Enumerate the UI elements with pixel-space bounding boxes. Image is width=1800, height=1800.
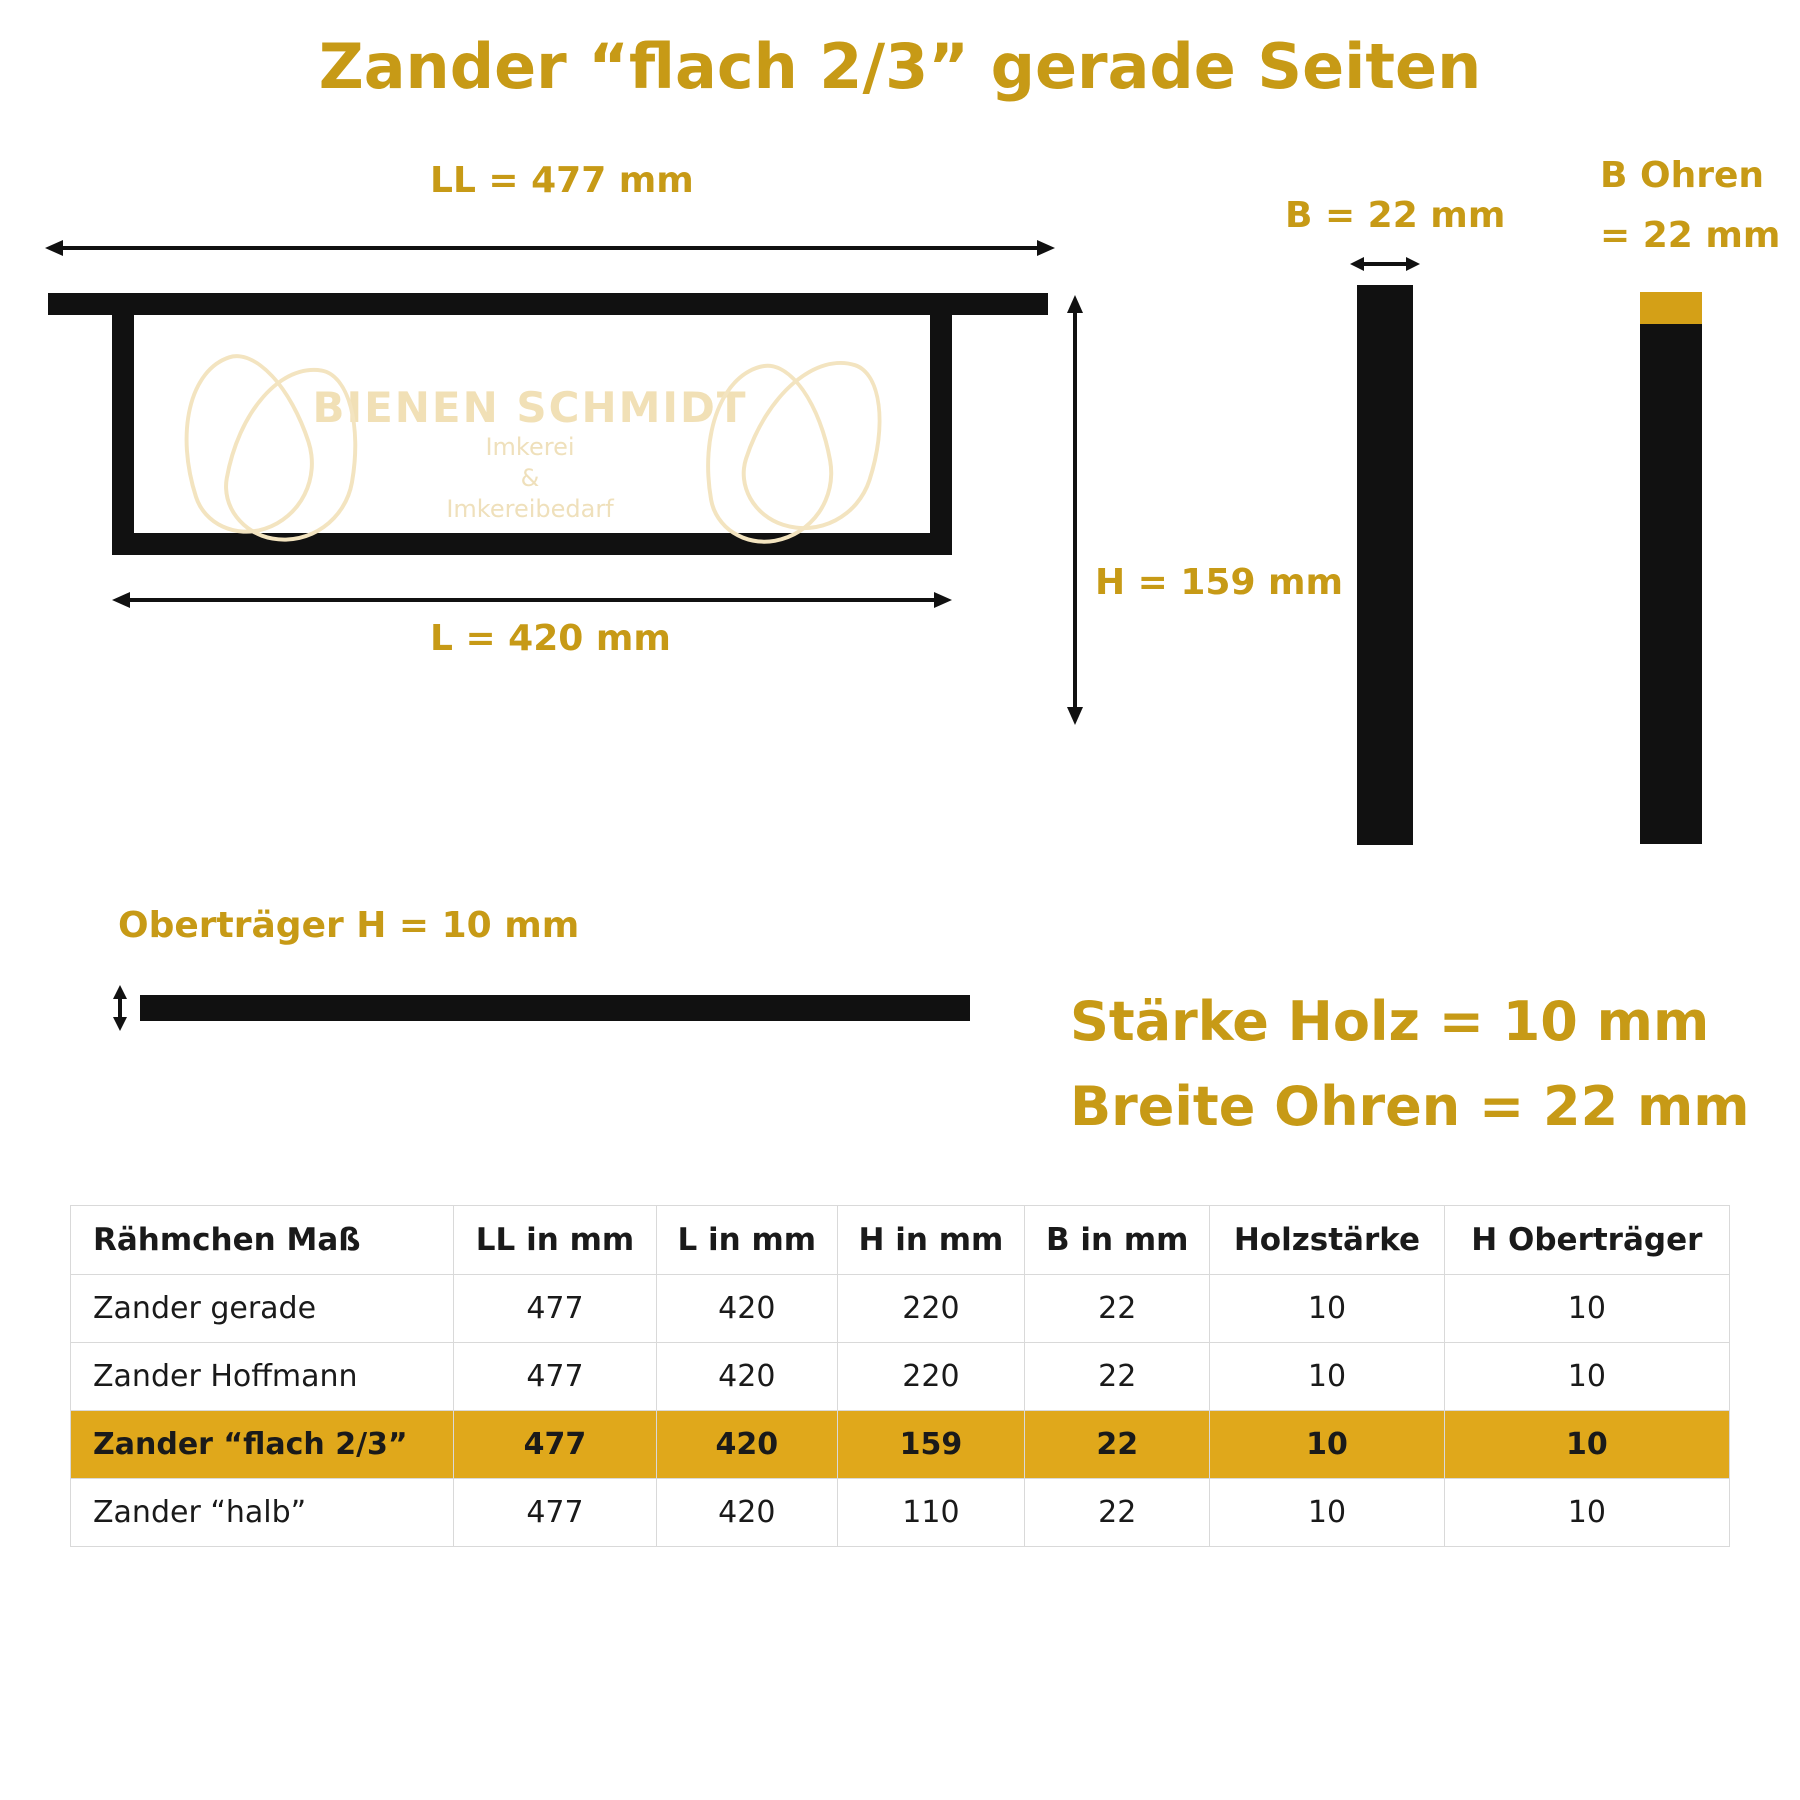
table-cell-3: 220 [837,1343,1025,1411]
table-header-cell-3: H in mm [837,1206,1025,1275]
table-cell-1: 477 [454,1343,657,1411]
table-header-cell-4: B in mm [1025,1206,1210,1275]
frame-top-bar [48,293,1048,315]
dimension-label-ear-line2: = 22 mm [1600,215,1781,256]
table-cell-2: 420 [656,1479,837,1547]
table-cell-0: Zander gerade [71,1275,454,1343]
table-cell-6: 10 [1444,1411,1729,1479]
dimension-label-b: B = 22 mm [1285,195,1506,236]
table-cell-5: 10 [1210,1275,1444,1343]
dimension-arrow-ll-icon [45,238,1055,258]
table-cell-1: 477 [454,1411,657,1479]
measurements-table [70,1205,1730,1547]
dimension-label-l: L = 420 mm [430,618,671,659]
table-cell-4: 22 [1025,1275,1210,1343]
table-cell-0: Zander Hoffmann [71,1343,454,1411]
top-bar-profile [140,995,970,1021]
table-body [71,1275,1730,1547]
table-row [71,1479,1730,1547]
table-cell-6: 10 [1444,1275,1729,1343]
dimension-arrow-topbar-icon [110,985,130,1031]
table-header-row [71,1206,1730,1275]
table-cell-5: 10 [1210,1343,1444,1411]
table-cell-5: 10 [1210,1411,1444,1479]
watermark-line-1: Imkerei [485,433,575,461]
table-cell-3: 110 [837,1479,1025,1547]
note-ear-width: Breite Ohren = 22 mm [1070,1075,1750,1138]
table-header-cell-5: Holzstärke [1210,1206,1444,1275]
table-header-cell-2: L in mm [656,1206,837,1275]
table-cell-6: 10 [1444,1479,1729,1547]
table-row [71,1275,1730,1343]
front-view-diagram [0,150,1344,710]
table-cell-4: 22 [1025,1479,1210,1547]
watermark-line-2: & [520,464,540,493]
dimension-label-ear-line1: B Ohren [1600,155,1765,196]
watermark-title: BIENEN SCHMIDT [312,383,748,432]
table-cell-0: Zander “halb” [71,1479,454,1547]
table-cell-4: 22 [1025,1411,1210,1479]
frame-body [112,315,952,555]
top-bar-label: Oberträger H = 10 mm [118,905,580,946]
ear-highlight-block [1640,292,1702,324]
table-cell-1: 477 [454,1275,657,1343]
table-cell-6: 10 [1444,1343,1729,1411]
ear-bar-profile [1640,324,1702,844]
dimension-arrow-l-icon [112,590,952,610]
table-cell-2: 420 [656,1411,837,1479]
watermark-line-3: Imkereibedarf [446,495,614,524]
table-row [71,1411,1730,1479]
table-cell-0: Zander “flach 2/3” [71,1411,454,1479]
dimension-arrow-h-icon [1065,295,1085,725]
side-bar-profile [1357,285,1413,845]
table-cell-3: 220 [837,1275,1025,1343]
table-cell-4: 22 [1025,1343,1210,1411]
table-cell-2: 420 [656,1275,837,1343]
dimension-label-ll: LL = 477 mm [430,160,694,201]
page-title: Zander “flach 2/3” gerade Seiten [318,30,1482,103]
table-header-cell-0: Rähmchen Maß [71,1206,454,1275]
measurements-table-wrapper [70,1205,1730,1547]
table-cell-1: 477 [454,1479,657,1547]
table-header-cell-1: LL in mm [454,1206,657,1275]
dimension-label-h: H = 159 mm [1095,562,1344,603]
table-cell-2: 420 [656,1343,837,1411]
table-row [71,1343,1730,1411]
table-header-cell-6: H Oberträger [1444,1206,1729,1275]
table-cell-5: 10 [1210,1479,1444,1547]
dimension-arrow-b-icon [1350,255,1420,273]
note-wood-thickness: Stärke Holz = 10 mm [1070,990,1710,1053]
table-cell-3: 159 [837,1411,1025,1479]
